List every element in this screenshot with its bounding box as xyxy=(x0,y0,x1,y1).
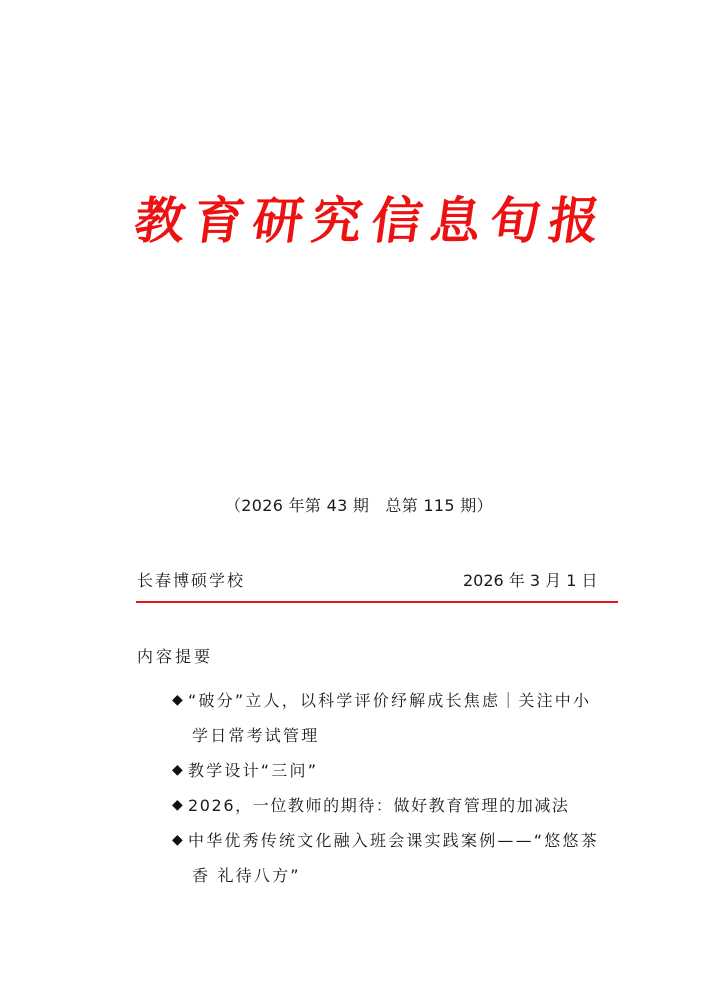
diamond-bullet-icon: ◆ xyxy=(172,762,183,778)
school-name: 长春博硕学校 xyxy=(137,571,246,590)
summary-item-text xyxy=(188,788,620,823)
diamond-bullet-icon: ◆ xyxy=(172,692,183,708)
masthead-char: 报 xyxy=(544,191,604,250)
summary-item-line: 香 礼待八方” xyxy=(192,866,301,885)
masthead-char: 究 xyxy=(308,191,367,250)
publish-date: 2026 年 3 月 1 日 xyxy=(463,571,598,590)
masthead-char: 育 xyxy=(190,191,249,250)
summary-item-line: “破分”立人，以科学评价纾解成长焦虑｜关注中小 xyxy=(188,691,592,710)
summary-heading: 内容提要 xyxy=(137,647,214,666)
summary-item xyxy=(172,683,620,753)
summary-item-line: 2026，一位教师的期待：做好教育管理的加减法 xyxy=(188,796,570,815)
masthead-title xyxy=(132,186,602,256)
red-divider xyxy=(136,601,618,603)
summary-item-line: 教学设计“三问” xyxy=(188,761,319,780)
masthead-char: 旬 xyxy=(485,191,545,250)
masthead-char: 信 xyxy=(367,191,426,250)
masthead-char: 教 xyxy=(130,191,190,250)
summary-item-line: 中华优秀传统文化融入班会课实践案例——“悠悠茶 xyxy=(188,831,599,850)
summary-item xyxy=(172,788,620,823)
summary-list xyxy=(172,683,620,893)
masthead-char: 息 xyxy=(426,191,485,250)
summary-item xyxy=(172,753,620,788)
summary-item-line: 学日常考试管理 xyxy=(192,726,320,745)
summary-item-text xyxy=(188,753,620,788)
masthead-char: 研 xyxy=(249,191,308,250)
summary-item-text xyxy=(188,683,620,753)
summary-item xyxy=(172,823,620,893)
issue-number: （2026 年第 43 期 总第 115 期） xyxy=(225,496,493,515)
diamond-bullet-icon: ◆ xyxy=(172,832,183,848)
diamond-bullet-icon: ◆ xyxy=(172,797,183,813)
summary-item-text xyxy=(188,823,620,893)
